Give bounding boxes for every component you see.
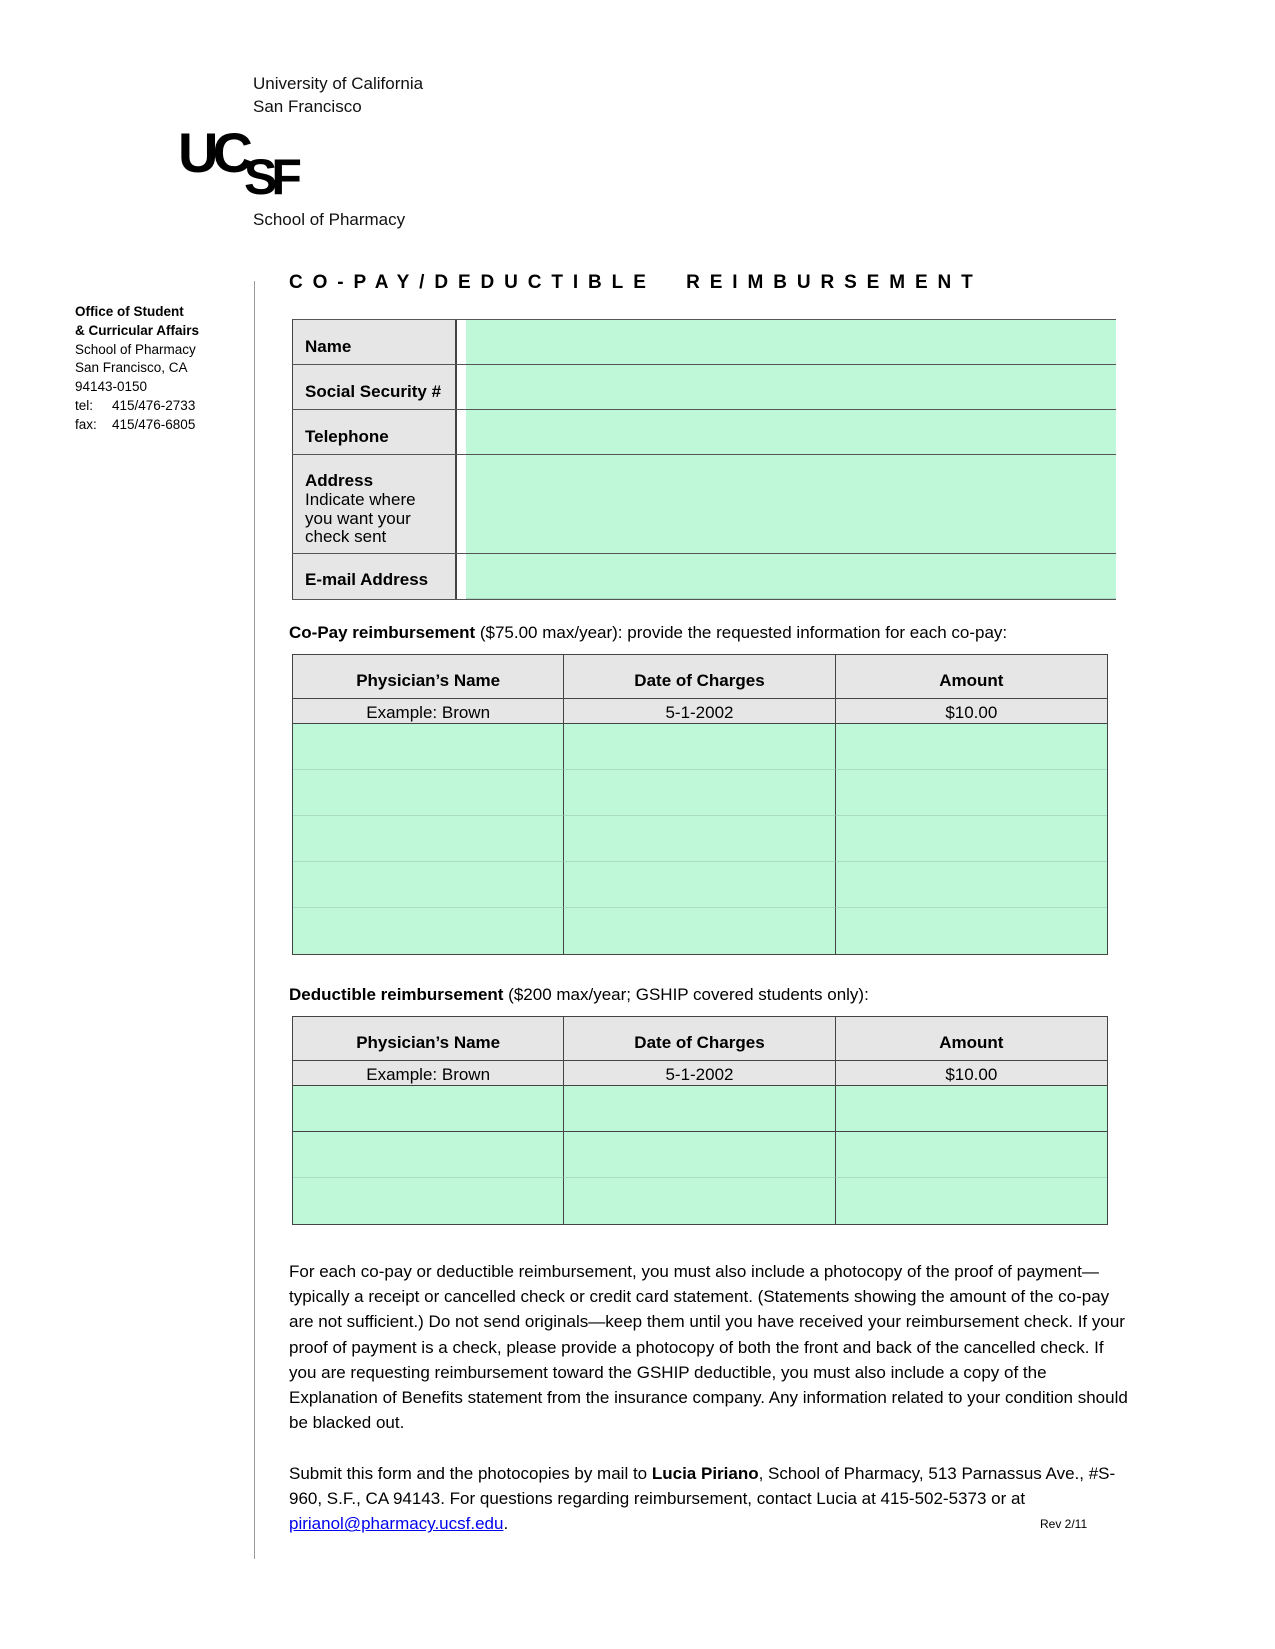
svg-text:UC: UC bbox=[178, 122, 247, 184]
copay-amount-input[interactable] bbox=[836, 724, 1107, 770]
copay-amount-input[interactable] bbox=[836, 908, 1107, 954]
copay-amount-input[interactable] bbox=[836, 816, 1107, 862]
tel-number: 415/476-2733 bbox=[112, 397, 196, 413]
school-name: School of Pharmacy bbox=[253, 210, 406, 229]
deductible-example-row bbox=[293, 1061, 1107, 1086]
deductible-col-physician: Physician’s Name bbox=[293, 1017, 564, 1061]
revision-note: Rev 2/11 bbox=[1040, 1517, 1088, 1531]
office-name-line1: Office of Student bbox=[75, 304, 184, 319]
personal-info-table bbox=[292, 319, 1116, 607]
deductible-amount-input[interactable] bbox=[836, 1178, 1107, 1224]
copay-heading-rest: ($75.00 max/year): provide the requested information for each co-pay: bbox=[475, 623, 1008, 642]
telephone-label: Telephone bbox=[292, 410, 457, 455]
deductible-heading-bold: Deductible reimbursement bbox=[289, 985, 504, 1004]
email-field[interactable] bbox=[466, 554, 1116, 599]
address-field[interactable] bbox=[466, 455, 1116, 554]
address-label-text: Address bbox=[305, 471, 374, 490]
office-city: San Francisco, CA bbox=[75, 360, 188, 376]
deductible-example-date: 5-1-2002 bbox=[564, 1061, 835, 1086]
telephone-field[interactable] bbox=[466, 410, 1116, 455]
office-zip: 94143-0150 bbox=[75, 379, 148, 395]
copay-input-row bbox=[293, 770, 1107, 816]
office-name-line2: & Curricular Affairs bbox=[75, 322, 200, 338]
copay-input-row bbox=[293, 908, 1107, 954]
email-label: E-mail Address bbox=[292, 554, 457, 599]
office-school: School of Pharmacy bbox=[75, 341, 196, 357]
deductible-table bbox=[292, 1016, 1108, 1225]
svg-text:SF: SF bbox=[244, 149, 296, 197]
copay-input-row bbox=[293, 816, 1107, 862]
ssn-label: Social Security # bbox=[292, 365, 457, 410]
copay-header-row bbox=[293, 655, 1107, 699]
deductible-amount-input[interactable] bbox=[836, 1086, 1107, 1132]
vertical-divider bbox=[254, 281, 255, 1559]
deductible-date-input[interactable] bbox=[564, 1132, 835, 1178]
copay-input-row bbox=[293, 724, 1107, 770]
copay-date-input[interactable] bbox=[564, 770, 835, 816]
copay-example-date: 5-1-2002 bbox=[564, 699, 835, 724]
address-label bbox=[292, 455, 457, 554]
info-row-address bbox=[292, 454, 1116, 554]
copay-heading bbox=[289, 623, 1007, 643]
deductible-input-row bbox=[293, 1178, 1107, 1224]
deductible-col-amount: Amount bbox=[836, 1017, 1107, 1061]
deductible-date-input[interactable] bbox=[564, 1178, 835, 1224]
copay-date-input[interactable] bbox=[564, 908, 835, 954]
copay-heading-bold: Co-Pay reimbursement bbox=[289, 623, 476, 642]
university-name-line2: San Francisco bbox=[253, 97, 362, 116]
deductible-example-physician: Example: Brown bbox=[293, 1061, 564, 1086]
copay-physician-input[interactable] bbox=[293, 862, 564, 908]
deductible-header-row bbox=[293, 1017, 1107, 1061]
office-contact-block bbox=[75, 303, 199, 435]
info-row-email bbox=[292, 553, 1116, 600]
office-tel bbox=[75, 397, 199, 416]
submit-text-after: , School of Pharmacy, 513 Parnassus Ave., #S-960, S.F., CA 94143. For questions regarding reimbursement, contact Lucia at 415-502-5373 or at bbox=[289, 1464, 1116, 1509]
copay-physician-input[interactable] bbox=[293, 816, 564, 862]
deductible-heading-rest: ($200 max/year; GSHIP covered students only): bbox=[503, 985, 869, 1004]
copay-amount-input[interactable] bbox=[836, 862, 1107, 908]
submit-text-before: Submit this form and the photocopies by mail to bbox=[289, 1464, 652, 1483]
copay-physician-input[interactable] bbox=[293, 724, 564, 770]
address-note-line2: you want your bbox=[305, 508, 411, 528]
copay-col-amount: Amount bbox=[836, 655, 1107, 699]
copay-date-input[interactable] bbox=[564, 816, 835, 862]
copay-amount-input[interactable] bbox=[836, 770, 1107, 816]
submit-paragraph bbox=[289, 1461, 1129, 1537]
deductible-example-amount: $10.00 bbox=[836, 1061, 1107, 1086]
tel-label: tel: bbox=[75, 397, 94, 413]
university-name-line1: University of California bbox=[253, 74, 424, 93]
contact-name: Lucia Piriano bbox=[651, 1464, 759, 1483]
copay-col-date: Date of Charges bbox=[564, 655, 835, 699]
deductible-col-date: Date of Charges bbox=[564, 1017, 835, 1061]
ssn-field[interactable] bbox=[466, 365, 1116, 410]
copay-physician-input[interactable] bbox=[293, 908, 564, 954]
copay-table bbox=[292, 654, 1108, 955]
copay-example-amount: $10.00 bbox=[836, 699, 1107, 724]
deductible-physician-input[interactable] bbox=[293, 1178, 564, 1224]
copay-date-input[interactable] bbox=[564, 724, 835, 770]
copay-example-physician: Example: Brown bbox=[293, 699, 564, 724]
submit-end: . bbox=[503, 1514, 509, 1534]
contact-email-link[interactable]: pirianol@pharmacy.ucsf.edu bbox=[289, 1514, 504, 1534]
info-row-ssn bbox=[292, 364, 1116, 410]
info-row-name bbox=[292, 319, 1116, 365]
fax-label: fax: bbox=[75, 416, 97, 432]
copay-physician-input[interactable] bbox=[293, 770, 564, 816]
copay-input-row bbox=[293, 862, 1107, 908]
fax-number: 415/476-6805 bbox=[112, 416, 196, 432]
copay-example-row bbox=[293, 699, 1107, 724]
deductible-date-input[interactable] bbox=[564, 1086, 835, 1132]
office-fax bbox=[75, 416, 199, 435]
form-title: CO-PAY/DEDUCTIBLE REIMBURSEMENT bbox=[289, 272, 983, 293]
deductible-amount-input[interactable] bbox=[836, 1132, 1107, 1178]
name-label: Name bbox=[292, 320, 457, 365]
address-note-line1: Indicate where bbox=[305, 490, 416, 509]
copay-date-input[interactable] bbox=[564, 862, 835, 908]
instructions-paragraph: For each co-pay or deductible reimbursement, you must also include a photocopy of the proof of payment—typically a receipt or cancelled check or credit card statement. (Statements showing the amount of the co-pay are not sufficient.) Do not send originals—keep them until you have received your reimbursement check. If your proof of payment is a check, please provide a photocopy of both the front and back of the cancelled check. If you are requesting reimbursement toward the GSHIP deductible, you must also include a copy of the Explanation of Benefits statement from the insurance company. Any information related to your condition should be blacked out. bbox=[289, 1262, 1128, 1433]
deductible-input-row bbox=[293, 1132, 1107, 1178]
ucsf-logo bbox=[178, 122, 328, 197]
name-field[interactable] bbox=[466, 320, 1116, 365]
deductible-physician-input[interactable] bbox=[293, 1132, 564, 1178]
deductible-physician-input[interactable] bbox=[293, 1086, 564, 1132]
deductible-input-row bbox=[293, 1086, 1107, 1132]
deductible-heading bbox=[289, 985, 869, 1005]
copay-col-physician: Physician’s Name bbox=[293, 655, 564, 699]
address-note-line3: check sent bbox=[305, 527, 387, 546]
info-row-telephone bbox=[292, 409, 1116, 455]
